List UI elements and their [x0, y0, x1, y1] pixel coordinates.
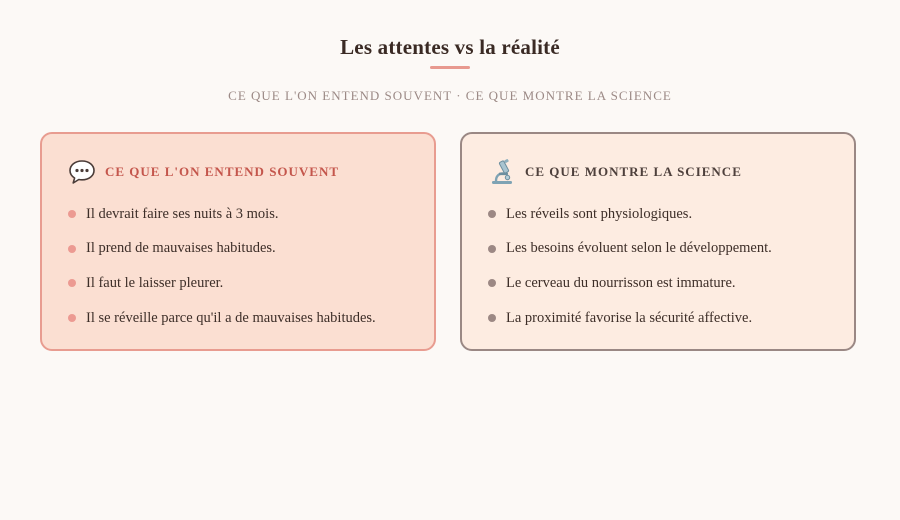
bullet-dot: [68, 210, 76, 218]
speech-bubble-icon: [68, 158, 96, 186]
science-card-title: CE QUE MONTRE LA SCIENCE: [525, 164, 742, 179]
science-card: [460, 132, 856, 351]
microscope-icon: [488, 158, 516, 186]
list-item: [68, 307, 376, 329]
list-item-text: Les réveils sont physiologiques.: [506, 205, 693, 222]
list-item-text: La proximité favorise la sécurité affective.: [506, 309, 753, 326]
expectations-list: [68, 203, 376, 342]
list-item: [488, 203, 772, 225]
bullet-dot: [68, 314, 76, 322]
page-subtitle: CE QUE L'ON ENTEND SOUVENT · CE QUE MONTRE LA SCIENCE: [228, 88, 672, 103]
list-item: [488, 307, 772, 329]
list-item: [68, 203, 376, 225]
list-item-text: Il prend de mauvaises habitudes.: [86, 240, 276, 257]
bullet-dot: [488, 314, 496, 322]
expectations-card: [40, 132, 436, 351]
bullet-dot: [488, 210, 496, 218]
science-card-header: [488, 158, 742, 186]
page-title: Les attentes vs la réalité: [340, 35, 560, 59]
expectations-card-header: [68, 158, 339, 186]
bullet-dot: [68, 279, 76, 287]
list-item: [488, 272, 772, 294]
bullet-dot: [68, 245, 76, 253]
bullet-dot: [488, 279, 496, 287]
list-item-text: Il faut le laisser pleurer.: [86, 274, 224, 291]
list-item: [68, 238, 376, 260]
science-list: [488, 203, 772, 342]
bullet-dot: [488, 245, 496, 253]
title-underline: [430, 66, 470, 69]
list-item-text: Les besoins évoluent selon le développement.: [506, 240, 772, 257]
list-item: [488, 238, 772, 260]
list-item-text: Il devrait faire ses nuits à 3 mois.: [86, 205, 279, 222]
list-item-text: Il se réveille parce qu'il a de mauvaises habitudes.: [86, 309, 376, 326]
list-item-text: Le cerveau du nourrisson est immature.: [506, 274, 736, 291]
expectations-card-title: CE QUE L'ON ENTEND SOUVENT: [105, 164, 340, 179]
list-item: [68, 272, 376, 294]
